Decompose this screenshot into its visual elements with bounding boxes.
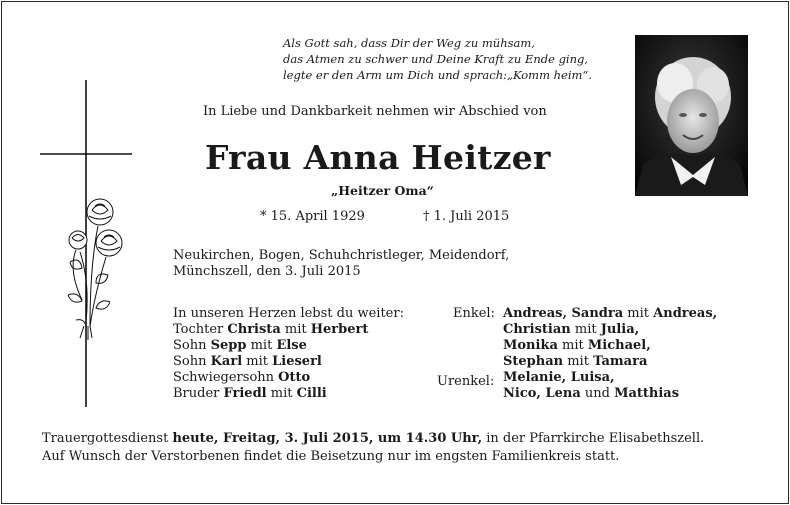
grandchildren-line: Melanie, Luisa, <box>503 370 615 385</box>
poem-line: das Atmen zu schwer und Deine Kraft zu Ende ging, <box>283 52 589 66</box>
enkel-label: Enkel: <box>453 306 495 321</box>
place-line: Münchszell, den 3. Juli 2015 <box>173 264 361 279</box>
family-intro: In unseren Herzen lebst du weiter: <box>173 306 404 321</box>
cross-with-roses-icon <box>40 80 132 410</box>
funeral-service-line: Trauergottesdienst heute, Freitag, 3. Juli 2015, um 14.30 Uhr, in der Pfarrkirche Elisabethszell. <box>42 431 705 446</box>
poem <box>283 35 592 83</box>
family-row: Sohn Sepp mit Else <box>173 338 307 353</box>
place-line: Neukirchen, Bogen, Schuhchristleger, Meidendorf, <box>173 248 510 263</box>
grandchildren-line: Christian mit Julia, <box>503 322 640 337</box>
grandchildren-list <box>503 306 717 402</box>
funeral-info <box>42 430 704 466</box>
burial-note: Auf Wunsch der Verstorbenen findet die Beisetzung nur im engsten Familienkreis statt. <box>42 449 620 464</box>
nickname: „Heitzer Oma“ <box>331 183 434 198</box>
death-date: † 1. Juli 2015 <box>423 209 510 224</box>
deceased-name: Frau Anna Heitzer <box>205 138 551 177</box>
portrait-photo <box>635 35 748 196</box>
birth-date: * 15. April 1929 <box>260 209 365 224</box>
family-list <box>173 306 404 402</box>
family-row: Schwiegersohn Otto <box>173 370 311 385</box>
grandchildren-line: Andreas, Sandra mit Andreas, <box>503 306 718 321</box>
poem-line: Als Gott sah, dass Dir der Weg zu mühsam, <box>283 36 535 50</box>
grandchildren-line: Nico, Lena und Matthias <box>503 386 680 401</box>
family-row: Tochter Christa mit Herbert <box>173 322 369 337</box>
poem-line: legte er den Arm um Dich und sprach:„Komm heim“. <box>283 68 592 82</box>
grandchildren-line: Monika mit Michael, <box>503 338 651 353</box>
grandchildren-line: Stephan mit Tamara <box>503 354 648 369</box>
family-row: Bruder Friedl mit Cilli <box>173 386 327 401</box>
urenkel-label: Urenkel: <box>437 374 495 389</box>
intro-text: In Liebe und Dankbarkeit nehmen wir Abschied von <box>203 104 547 119</box>
place-date <box>173 248 509 280</box>
family-row: Sohn Karl mit Lieserl <box>173 354 322 369</box>
